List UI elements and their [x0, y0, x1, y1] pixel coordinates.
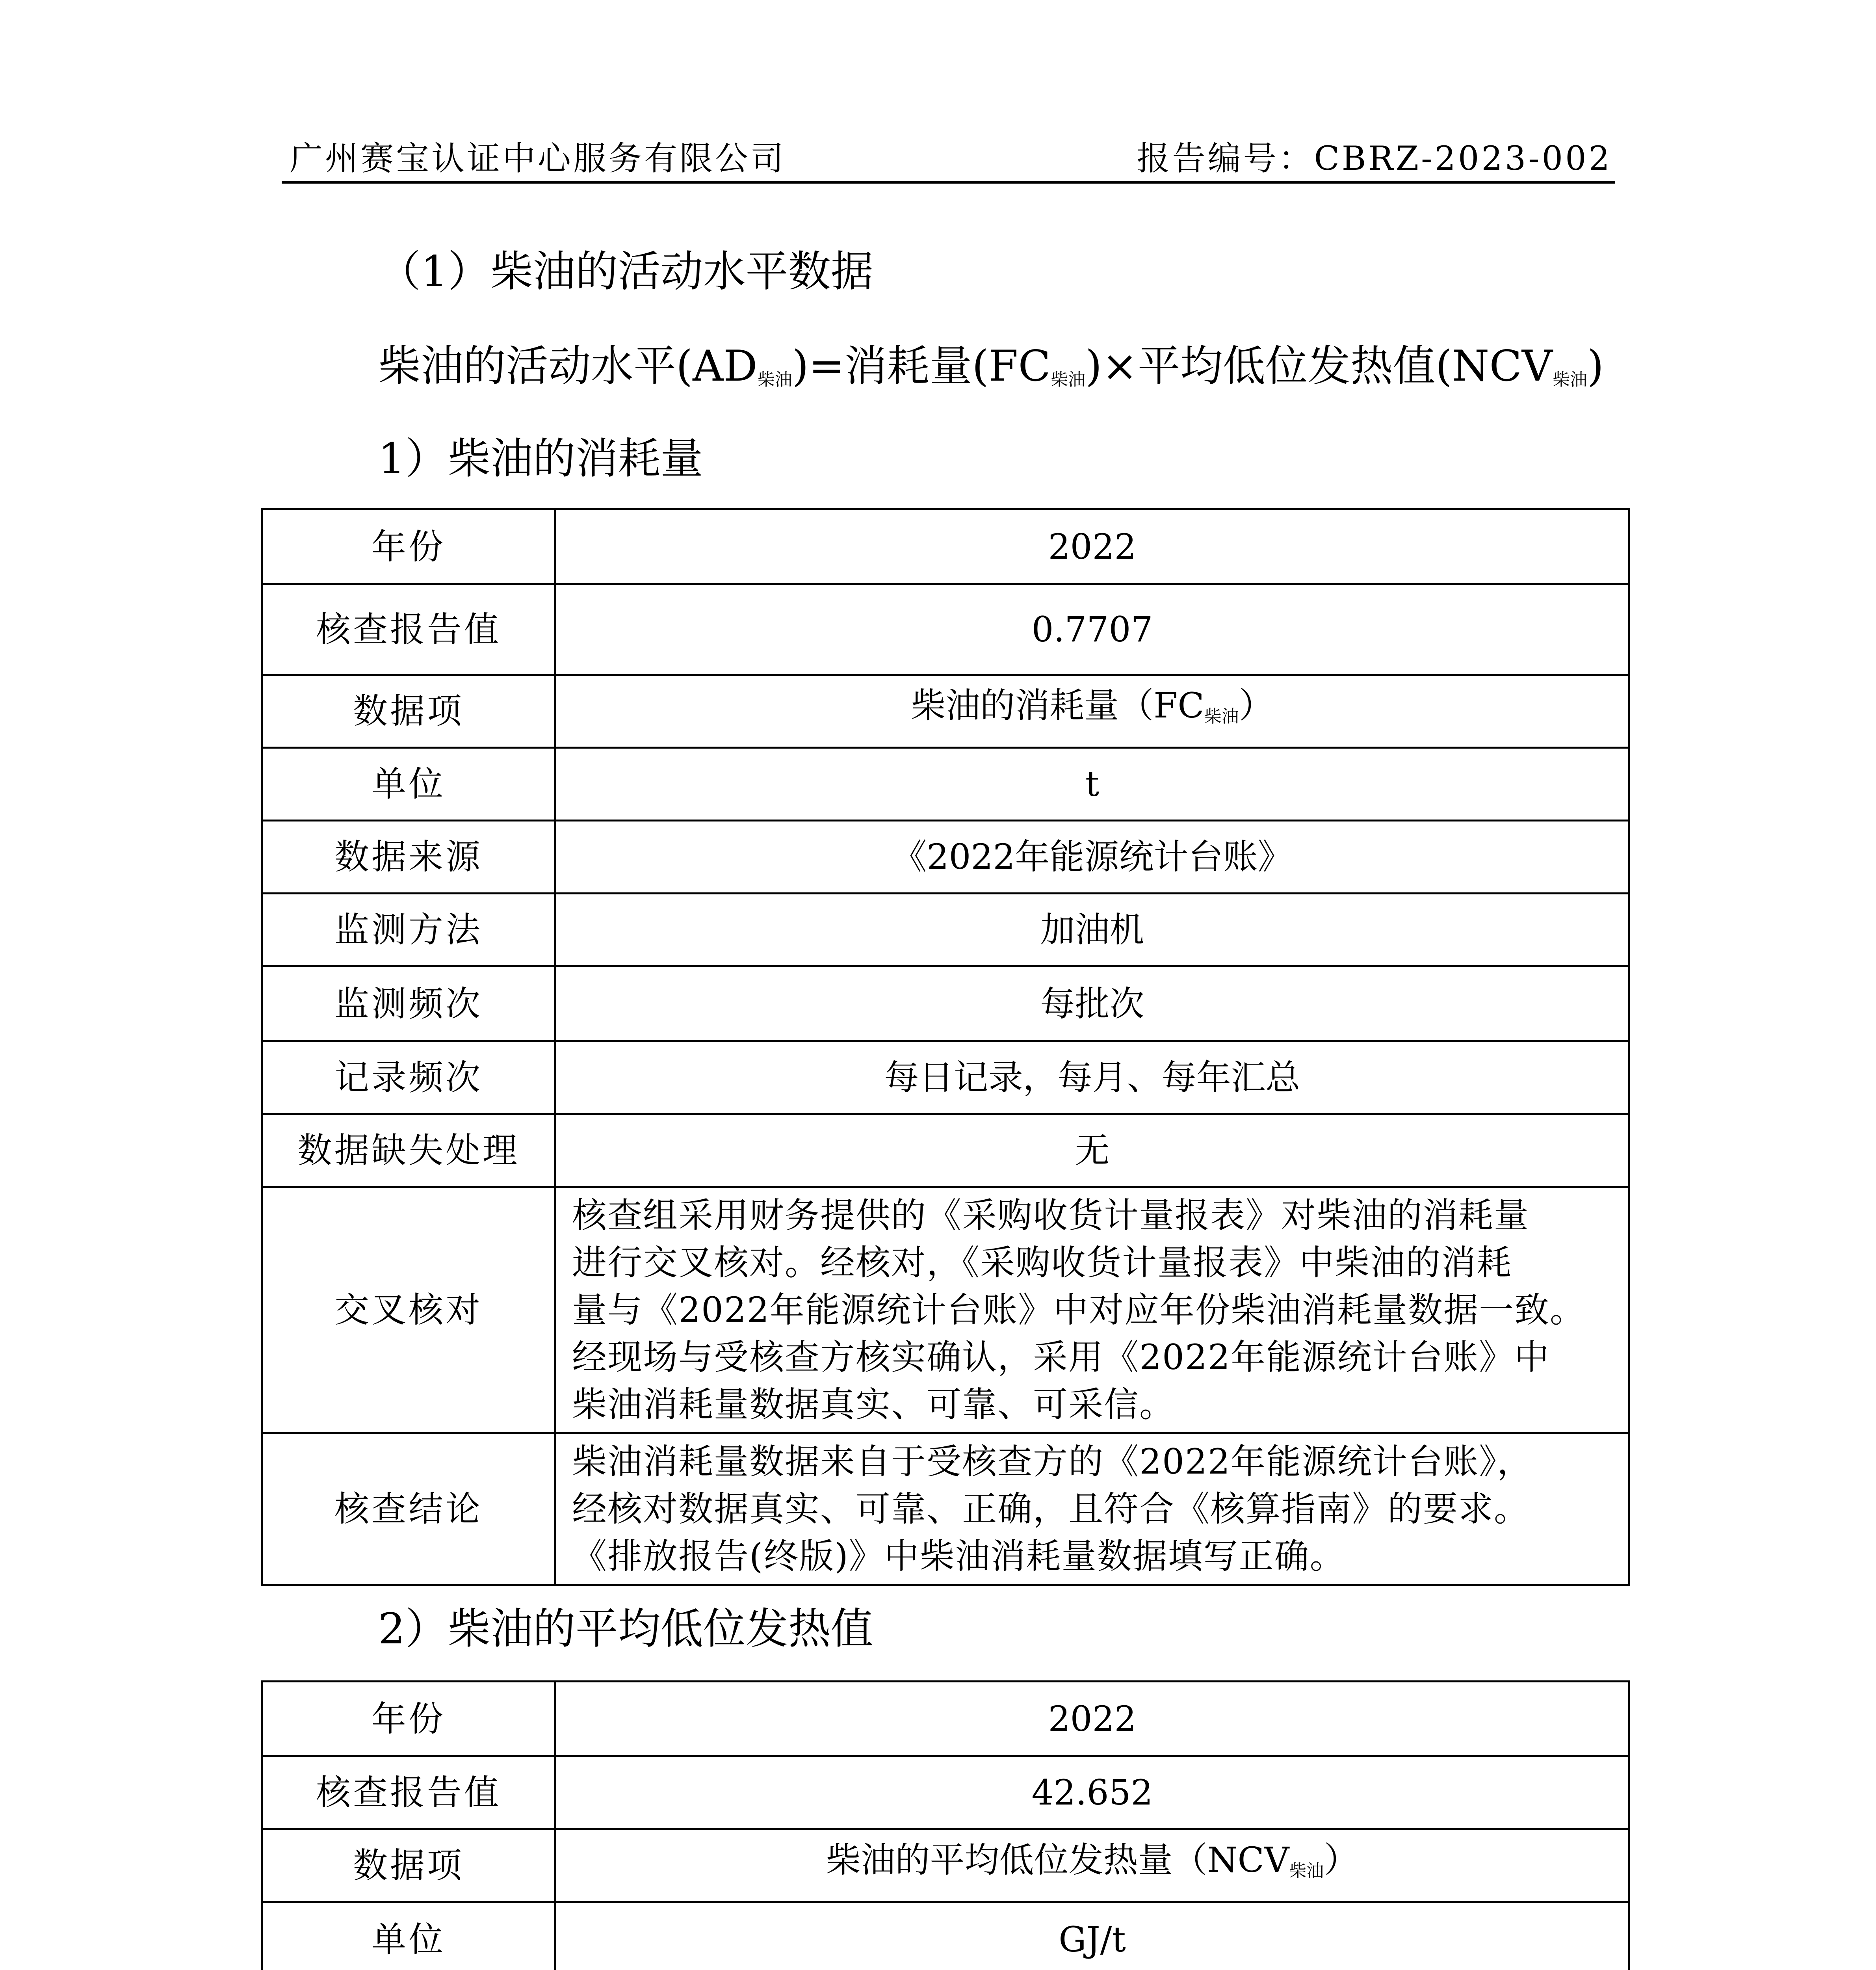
- row-value: 每日记录，每月、每年汇总: [555, 1041, 1629, 1114]
- cross-check-text: 核查组采用财务提供的《采购收货计量报表》对柴油的消耗量 进行交叉核对。经核对，《采购收货计量报表》中柴油的消耗 量与《2022年能源统计台账》中对应年份柴油消耗量数据一致。 经现场与受核查方核实确认，采用《2022年能源统计台账》中 柴油消耗量数据真实、可靠、可采信。: [555, 1187, 1629, 1433]
- row-value: 柴油的消耗量$(FC_{柴油})$: [555, 675, 1629, 748]
- formula-mid: )=消耗量(FC: [792, 342, 1051, 391]
- row-key: 监测方法: [262, 894, 555, 966]
- page-header: [282, 130, 1615, 184]
- row-value: 加油机: [555, 894, 1629, 966]
- table-row: [262, 966, 1629, 1041]
- table-row: [262, 675, 1629, 748]
- row-key: 年份: [262, 1682, 555, 1756]
- row-key: 核查结论: [262, 1433, 555, 1585]
- row-key: 监测频次: [262, 966, 555, 1041]
- table-row: [262, 1902, 1629, 1970]
- table-row: [262, 1187, 1629, 1433]
- formula-subscript: 柴油: [1552, 370, 1587, 390]
- row-value: GJ/t: [555, 1902, 1629, 1970]
- formula-lead: 柴油的活动水平(AD: [378, 342, 758, 391]
- conclusion-text: 柴油消耗量数据来自于受核查方的《2022年能源统计台账》， 经核对数据真实、可靠、正确，且符合《核算指南》的要求。 《排放报告(终版)》中柴油消耗量数据填写正确。: [555, 1433, 1629, 1585]
- row-value: 《2022年能源统计台账》: [555, 821, 1629, 894]
- section-title: （1）柴油的活动水平数据: [378, 247, 873, 296]
- table-row: [262, 1114, 1629, 1187]
- row-key: 单位: [262, 1902, 555, 1970]
- row-value: 42.652: [555, 1756, 1629, 1829]
- row-value: 0.7707: [555, 584, 1629, 675]
- consumption-table: [261, 508, 1630, 1586]
- row-key: 数据缺失处理: [262, 1114, 555, 1187]
- company-name: 广州赛宝认证中心服务有限公司: [290, 139, 786, 178]
- formula-subscript: 柴油: [757, 370, 792, 390]
- table-row: [262, 821, 1629, 894]
- row-value: 柴油的平均低位发热量$(NCV_{柴油})$: [555, 1829, 1629, 1902]
- report-number: 报告编号：CBRZ-2023-002: [1137, 139, 1612, 178]
- row-key: 交叉核对: [262, 1187, 555, 1433]
- row-key: 单位: [262, 748, 555, 821]
- table-row: [262, 1433, 1629, 1585]
- formula-line: [378, 341, 1604, 405]
- ncv-table: [261, 1680, 1630, 1970]
- table-row: [262, 748, 1629, 821]
- formula-tail: ): [1587, 342, 1604, 391]
- row-value: 每批次: [555, 966, 1629, 1041]
- table-row: [262, 584, 1629, 675]
- table-row: [262, 509, 1629, 584]
- row-key: 数据项: [262, 675, 555, 748]
- row-value: 2022: [555, 1682, 1629, 1756]
- subsection-title-ncv: 2）柴油的平均低位发热值: [378, 1604, 873, 1654]
- formula-subscript: 柴油: [1051, 370, 1086, 390]
- row-key: 核查报告值: [262, 1756, 555, 1829]
- table-row: [262, 1756, 1629, 1829]
- row-value: 2022: [555, 509, 1629, 584]
- row-key: 年份: [262, 509, 555, 584]
- row-value: 无: [555, 1114, 1629, 1187]
- table-row: [262, 894, 1629, 966]
- table-row: [262, 1829, 1629, 1902]
- row-key: 数据项: [262, 1829, 555, 1902]
- row-key: 数据来源: [262, 821, 555, 894]
- row-key: 核查报告值: [262, 584, 555, 675]
- row-value: t: [555, 748, 1629, 821]
- table-row: [262, 1041, 1629, 1114]
- row-key: 记录频次: [262, 1041, 555, 1114]
- subsection-title-consumption: 1）柴油的消耗量: [378, 434, 703, 483]
- formula-mid: )×平均低位发热值(NCV: [1085, 342, 1553, 391]
- table-row: [262, 1682, 1629, 1756]
